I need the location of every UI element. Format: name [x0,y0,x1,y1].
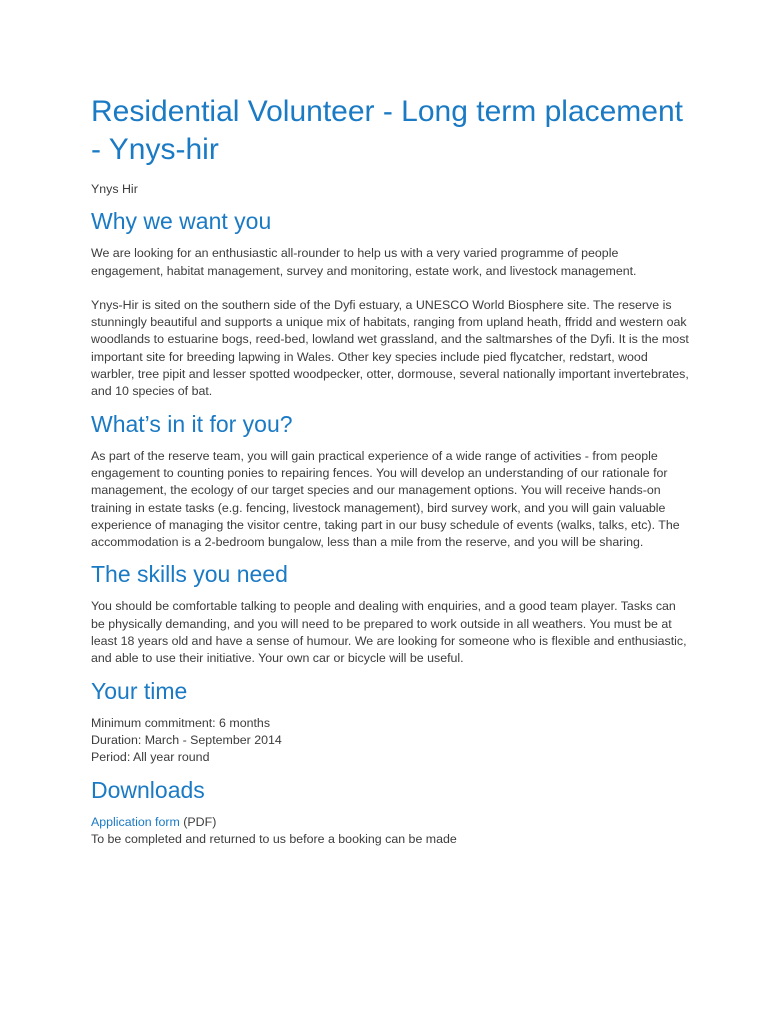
period: Period: All year round [91,750,210,765]
page-title: Residential Volunteer - Long term placement - Ynys-hir [91,95,684,166]
download-note: To be completed and returned to us before a booking can be made [91,831,457,846]
main-content [91,93,691,848]
page-subtitle: Ynys Hir [91,182,138,196]
duration: Duration: March - September 2014 [91,732,282,747]
section-heading-why: Why we want you [91,208,272,235]
minimum-commitment: Minimum commitment: 6 months [91,715,271,730]
whats-in-it-paragraph: As part of the reserve team, you will gain practical experience of a wide range of activities - from people engagement to counting ponies to repairing fences. You will develop an understanding of our rationale for management, the ecology of our target species and our management options. You will receive hands-on training in estate tasks (e.g. fencing, livestock management), bird survey work, and you will gain valuable experience of managing the visitor centre, taking part in our busy schedule of events (walks, talks, etc). The accommodation is a 2-bedroom bungalow, less than a mile from the reserve, and you will be sharing. [91,448,680,550]
section-heading-skills: The skills you need [91,561,288,588]
file-type-label: (PDF) [179,814,217,829]
section-heading-time: Your time [91,677,188,704]
why-paragraph-1: We are looking for an enthusiastic all-rounder to help us with a very varied programme of people engagement, habitat management, survey and monitoring, estate work, and livestock management. [91,246,637,278]
application-form-link[interactable]: Application form [91,814,180,829]
time-details [91,715,691,767]
why-paragraph-2: Ynys-Hir is sited on the southern side of the Dyfi estuary, a UNESCO World Biosphere site. The reserve is stunningly beautiful and supports a unique mix of habitats, ranging from upland heath, ffridd and western oak woodlands to estuarine bogs, reed-bed, lowland wet grassland, and the saltmarshes of the Dyfi. It is the most important site for breeding lapwing in Wales. Other key species include pied flycatcher, redstart, wood warbler, tree pipit and lesser spotted woodpecker, otter, dormouse, several nationally important invertebrates, and 10 species of bat. [91,297,689,399]
section-heading-downloads: Downloads [91,776,205,803]
downloads-details [91,814,691,849]
section-heading-whats-in-it: What’s in it for you? [91,410,293,437]
skills-paragraph: You should be comfortable talking to people and dealing with enquiries, and a good team player. Tasks can be physically demanding, and you will need to be prepared to work outside in all weathers. You must be at least 18 years old and have a sense of humour. We are looking for someone who is flexible and enthusiastic, and able to use their initiative. Your own car or bicycle will be useful. [91,599,687,666]
